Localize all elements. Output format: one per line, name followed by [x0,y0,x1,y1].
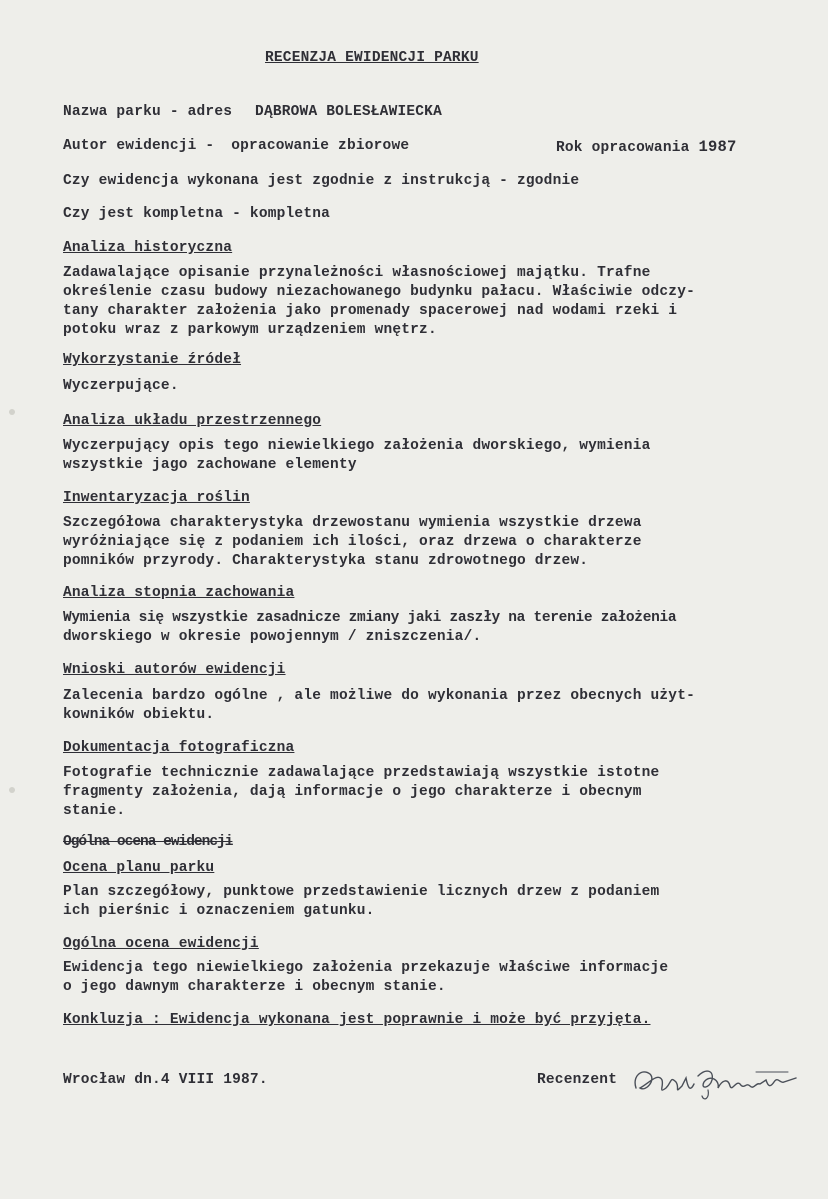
author-label: Autor ewidencji - [63,138,215,154]
signature-image [628,1058,803,1103]
sources-heading: Wykorzystanie źródeł [63,352,242,368]
year-label: Rok opracowania [556,140,690,156]
historical-heading: Analiza historyczna [63,240,233,256]
historical-line-4: potoku wraz z parkowym urządzeniem wnętrz. [63,322,437,338]
conclusions-line-2: kowników obiektu. [63,707,215,723]
historical-line-3: tany charakter założenia jako promenady spacerowej nad wodami rzeki i [63,303,678,319]
year-line [556,138,736,156]
preservation-line-1: Wymienia się wszystkie zasadnicze zmiany jaki zaszły na terenie założenia [63,610,677,626]
sources-line-1: Wyczerpujące. [63,378,179,394]
plants-line-1: Szczegółowa charakterystyka drzewostanu wymienia wszystkie drzewa [63,515,642,531]
overall-line-2: o jego dawnym charakterze i obecnym stanie. [63,979,446,995]
spatial-line-2: wszystkie jago zachowane elementy [63,457,357,473]
conclusion-line: Konkluzja : Ewidencja wykonana jest poprawnie i może być przyjęta. [63,1012,651,1028]
photos-line-2: fragmenty założenia, dają informacje o jego charakterze i obecnym [63,784,642,800]
overall-heading: Ogólna ocena ewidencji [63,936,259,952]
plan-heading: Ocena planu parku [63,860,215,876]
plants-line-3: pomników przyrody. Charakterystyka stanu zdrowotnego drzew. [63,553,589,569]
conclusions-heading: Wnioski autorów ewidencji [63,662,286,678]
year-value: 1987 [698,138,737,156]
compliance-line: Czy ewidencja wykonana jest zgodnie z instrukcją - zgodnie [63,173,580,189]
historical-line-1: Zadawalające opisanie przynależności własnościowej majątku. Trafne [63,265,651,281]
plan-line-1: Plan szczegółowy, punktowe przedstawienie licznych drzew z podaniem [63,884,660,900]
conclusions-line-1: Zalecenia bardzo ogólne , ale możliwe do wykonania przez obecnych użyt- [63,688,696,704]
reviewer-label: Recenzent [537,1072,618,1088]
preservation-heading: Analiza stopnia zachowania [63,585,295,601]
author-line [63,138,409,154]
place-date: Wrocław dn.4 VIII 1987. [63,1072,268,1088]
author-value: opracowanie zbiorowe [231,138,410,154]
completeness-line: Czy jest kompletna - kompletna [63,206,331,222]
plants-line-2: wyróżniające się z podaniem ich ilości, oraz drzewa o charakterze [63,534,642,550]
park-name-value: DĄBROWA BOLESŁAWIECKA [255,104,442,120]
struck-heading: Ogólna ocena ewidencji [63,834,233,850]
photos-line-1: Fotografie technicznie zadawalające przedstawiają wszystkie istotne [63,765,660,781]
photos-heading: Dokumentacja fotograficzna [63,740,295,756]
preservation-line-2: dworskiego w okresie powojennym / zniszczenia/. [63,629,482,645]
plan-line-2: ich pierśnic i oznaczeniem gatunku. [63,903,375,919]
document-title: RECENZJA EWIDENCJI PARKU [265,50,479,66]
historical-line-2: określenie czasu budowy niezachowanego budynku pałacu. Właściwie odczy- [63,284,696,300]
spatial-heading: Analiza układu przestrzennego [63,413,322,429]
park-name-line [63,104,442,120]
plants-heading: Inwentaryzacja roślin [63,490,250,506]
overall-line-1: Ewidencja tego niewielkiego założenia przekazuje właściwe informacje [63,960,669,976]
park-name-label: Nazwa parku - adres [63,104,233,120]
photos-line-3: stanie. [63,803,126,819]
spatial-line-1: Wyczerpujący opis tego niewielkiego założenia dworskiego, wymienia [63,438,651,454]
